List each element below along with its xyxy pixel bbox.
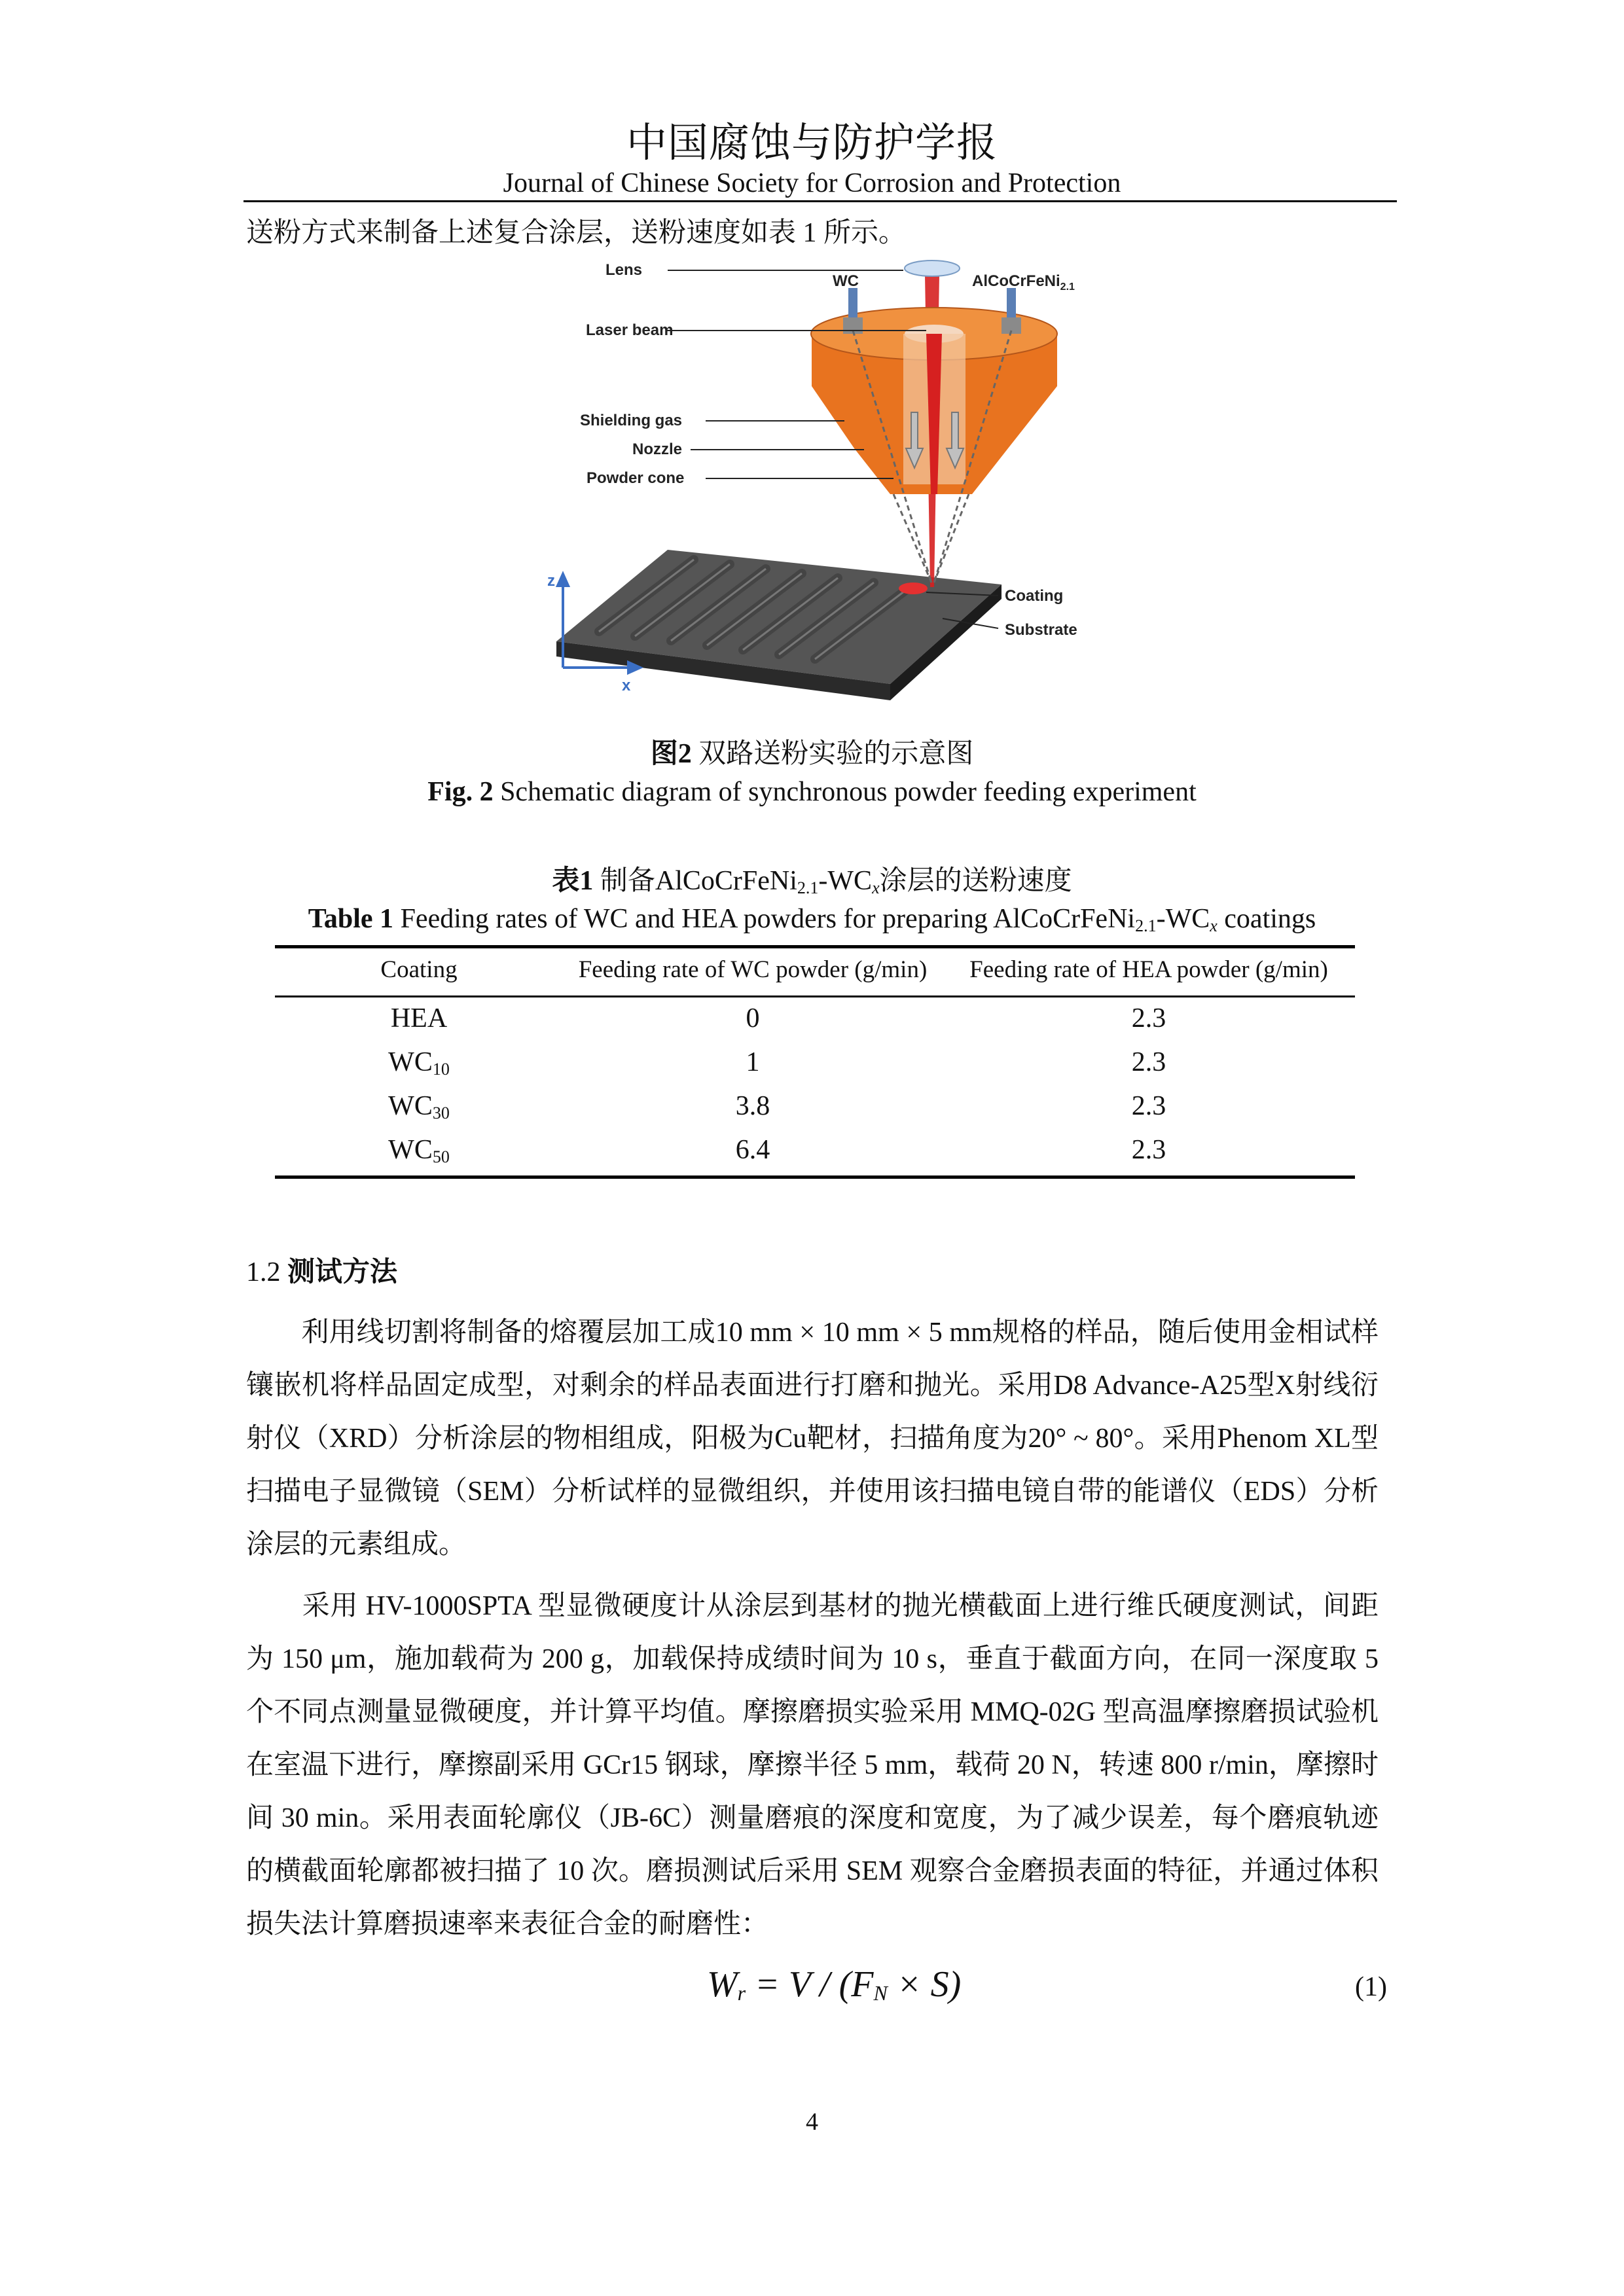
melt-pool (899, 583, 928, 594)
paragraph-methods-2: 采用 HV-1000SPTA 型显微硬度计从涂层到基材的抛光横截面上进行维氏硬度测试，间距为 150 μm，施加载荷为 200 g，加载保持成绩时间为 10 s，垂直于截面方向，在同一深度取 5 个不同点测量显微硬度，并计算平均值。摩擦磨损实验采用 MMQ-02G 型高温摩擦磨损试验机在室温下进行，摩擦副采用 GCr15 钢球，摩擦半径 5 mm，载荷 20 N，转速 800 r/min，摩擦时间 30 min。采用表面轮廓仪（JB-6C）测量磨痕的深度和宽度，为了减少误差，每个磨痕轨迹的横截面轮廓都被扫描了 10 次。磨损测试后采用 SEM 观察合金磨损表面的特征，并通过体积损失法计算磨损速率来表征合金的耐磨性： (246, 1591, 1379, 1939)
page-number: 4 (806, 2108, 818, 2136)
section-heading: 1.2 测试方法 (246, 1257, 398, 1287)
shielding-gas-label: Shielding gas (580, 412, 683, 429)
coating-label: Coating (1005, 587, 1064, 605)
table-cell-hea: 2.3 (1131, 1003, 1166, 1033)
figure-caption-cn: 图2 双路送粉实验的示意图 (650, 739, 974, 769)
figure-caption-en: Fig. 2 Schematic diagram of synchronous powder feeding experiment (427, 777, 1197, 807)
powder-feeding-schematic (537, 252, 1113, 710)
laser-beam-label: Laser beam (586, 321, 674, 339)
table-cell-wc: 6.4 (735, 1135, 770, 1165)
table-cell-wc: 1 (746, 1047, 760, 1077)
table-top-rule (275, 945, 1355, 948)
lens (905, 260, 960, 276)
table-bottom-rule (275, 1175, 1355, 1179)
substrate-label: Substrate (1005, 621, 1077, 639)
journal-title-cn: 中国腐蚀与防护学报 (626, 121, 998, 166)
equation-number: (1) (1355, 1972, 1387, 2002)
paragraph-methods-1: 利用线切割将制备的熔覆层加工成10 mm × 10 mm × 5 mm规格的样品，随后使用金相试样镶嵌机将样品固定成型，对剩余的样品表面进行打磨和抛光。采用D8 Advance-A25型X射线衍射仪（XRD）分析涂层的物相组成，阳极为Cu靶材，扫描角度为20° ~ 80°。采用Phenom XL型扫描电子显微镜（SEM）分析试样的显微组织，并使用该扫描电镜自带的能谱仪（EDS）分析涂层的元素组成。 (246, 1318, 1379, 1560)
header-divider (244, 200, 1397, 202)
table-cell-hea: 2.3 (1131, 1135, 1166, 1165)
journal-title-en: Journal of Chinese Society for Corrosion and Protection (503, 168, 1121, 198)
table-header-rule (275, 996, 1355, 997)
lens-label: Lens (605, 261, 643, 279)
hea-label: AlCoCrFeNi$_{2.1}$ (972, 272, 1075, 293)
axis-x-label: x (622, 677, 631, 694)
table-header-coating: Coating (380, 956, 458, 983)
table-caption-cn: 表1 制备$AlCoCrFeNi_{2.1}-WC_x$涂层的送粉速度 (552, 866, 1072, 897)
table-cell-wc: 0 (746, 1003, 760, 1033)
table-cell-hea: 2.3 (1131, 1091, 1166, 1121)
wc-feed-tube (843, 288, 863, 334)
powder-cone-label: Powder cone (586, 469, 685, 487)
table-cell-coating: $WC_{10}$ (388, 1047, 450, 1079)
table-header-wc-rate: Feeding rate of WC powder (g/min) (578, 956, 928, 983)
table-caption-en: Table 1 Feeding rates of WC and HEA powders for preparing $AlCoCrFeNi_{2.1}-WC_x$ coatings (308, 904, 1316, 935)
axis-z-label: z (547, 572, 555, 590)
table-cell-wc: 3.8 (735, 1091, 770, 1121)
nozzle-label: Nozzle (632, 440, 683, 458)
table-cell-coating: $WC_{30}$ (388, 1091, 450, 1122)
table-cell-coating: $WC_{50}$ (388, 1135, 450, 1166)
table-cell-hea: 2.3 (1131, 1047, 1166, 1077)
table-header-hea-rate: Feeding rate of HEA powder (g/min) (969, 956, 1328, 983)
hea-feed-tube (1001, 288, 1021, 334)
wc-label: WC (833, 272, 859, 290)
intro-text: 送粉方式来制备上述复合涂层，送粉速度如表 1 所示。 (246, 218, 907, 248)
wear-rate-equation: $W_r = V / (F_N \times S)$ (707, 1964, 962, 2005)
table-cell-coating: HEA (390, 1003, 448, 1033)
